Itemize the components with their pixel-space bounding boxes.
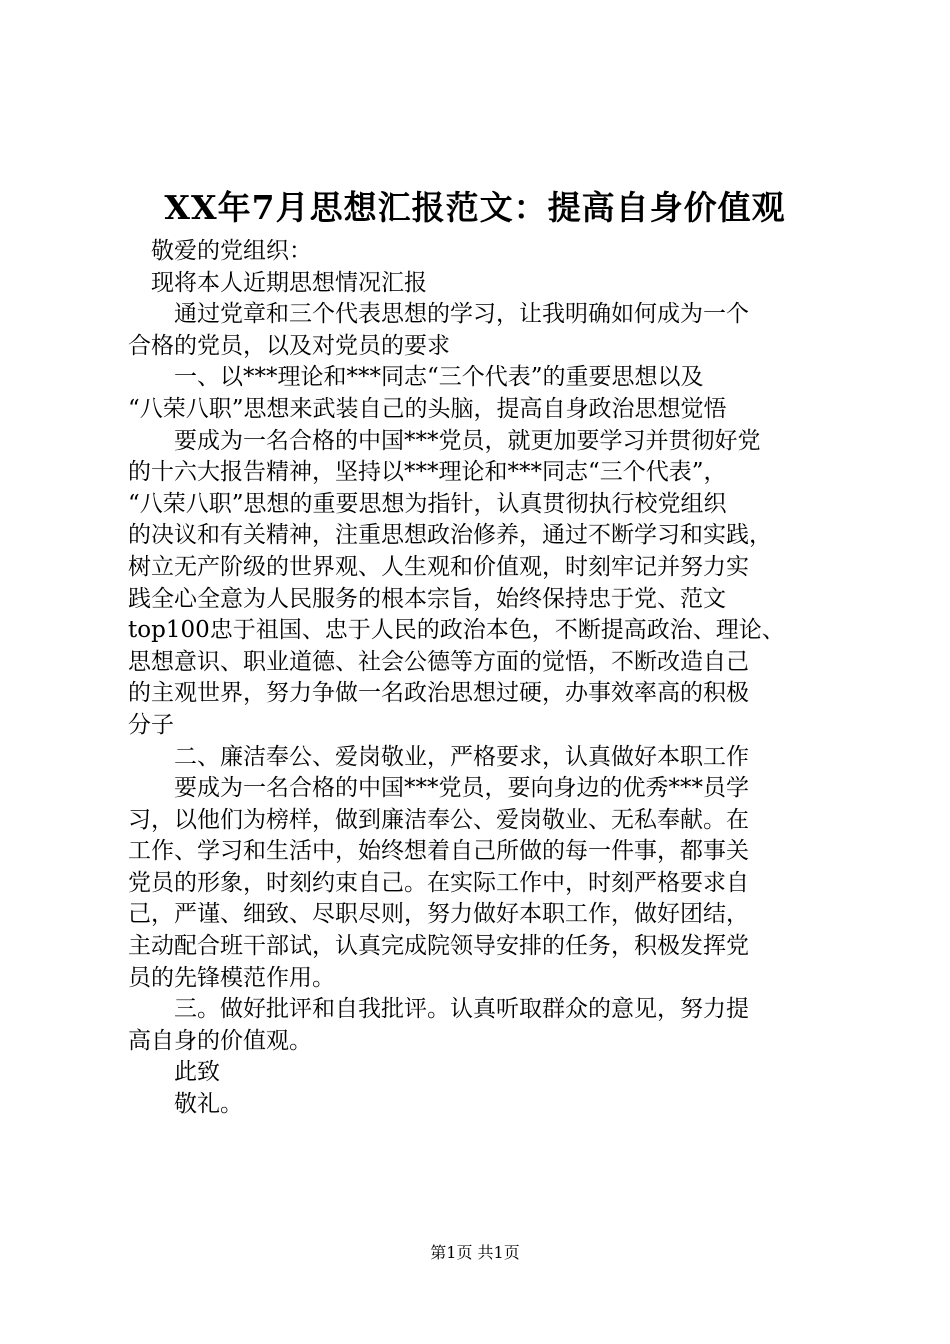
body-line: 践全心全意为人民服务的根本宗旨，始终保持忠于党、范文 [128, 585, 726, 612]
body-line: 要成为一名合格的中国***党员，就更加要学习并贯彻好党 [128, 427, 761, 454]
body-line: 高自身的价值观。 [128, 1027, 312, 1054]
body-line: 己，严谨、细致、尽职尽则，努力做好本职工作，做好团结， [128, 901, 749, 928]
body-line: 习，以他们为榜样，做到廉洁奉公、爱岗敬业、无私奉献。在 [128, 806, 749, 833]
body-line: 敬礼。 [128, 1091, 243, 1118]
body-line: “八荣八职”思想的重要思想为指针，认真贯彻执行校党组织 [128, 490, 727, 517]
body-line: “八荣八职”思想来武装自己的头脑，提高自身政治思想觉悟 [128, 395, 727, 422]
body-line: top100忠于祖国、忠于人民的政治本色，不断提高政治、理论、 [128, 617, 785, 644]
body-line: 的十六大报告精神，坚持以***理论和***同志“三个代表”， [128, 459, 727, 486]
body-line: 要成为一名合格的中国***党员，要向身边的优秀***员学 [128, 775, 749, 802]
body-line: 通过党章和三个代表思想的学习，让我明确如何成为一个 [128, 301, 749, 328]
body-line: 现将本人近期思想情况汇报 [128, 269, 427, 296]
body-line: 党员的形象，时刻约束自己。在实际工作中，时刻严格要求自 [128, 869, 749, 896]
body-line: 工作、学习和生活中，始终想着自己所做的每一件事，都事关 [128, 838, 749, 865]
page-footer: 第1页 共1页 [430, 1243, 520, 1262]
body-line: 此致 [128, 1059, 220, 1086]
body-line: 分子 [128, 711, 174, 738]
body-line: 主动配合班干部试，认真完成院领导安排的任务，积极发挥党 [128, 933, 749, 960]
body-line: 思想意识、职业道德、社会公德等方面的觉悟，不断改造自己 [128, 648, 749, 675]
body-line: 员的先锋模范作用。 [128, 964, 335, 991]
body-line: 三。做好批评和自我批评。认真听取群众的意见，努力提 [128, 996, 749, 1023]
body-line: 树立无产阶级的世界观、人生观和价值观，时刻牢记并努力实 [128, 553, 749, 580]
document-body [128, 236, 838, 1121]
body-line: 的决议和有关精神，注重思想政治修养，通过不断学习和实践， [128, 522, 772, 549]
body-line: 合格的党员，以及对党员的要求 [128, 332, 450, 359]
body-line: 敬爱的党组织： [128, 238, 312, 264]
body-line: 二、廉洁奉公、爱岗敬业，严格要求，认真做好本职工作 [128, 743, 749, 770]
document-title: XX年7月思想汇报范文：提高自身价值观 [164, 188, 786, 227]
body-line: 的主观世界，努力争做一名政治思想过硬，办事效率高的积极 [128, 680, 749, 707]
body-line: 一、以***理论和***同志“三个代表”的重要思想以及 [128, 364, 704, 391]
